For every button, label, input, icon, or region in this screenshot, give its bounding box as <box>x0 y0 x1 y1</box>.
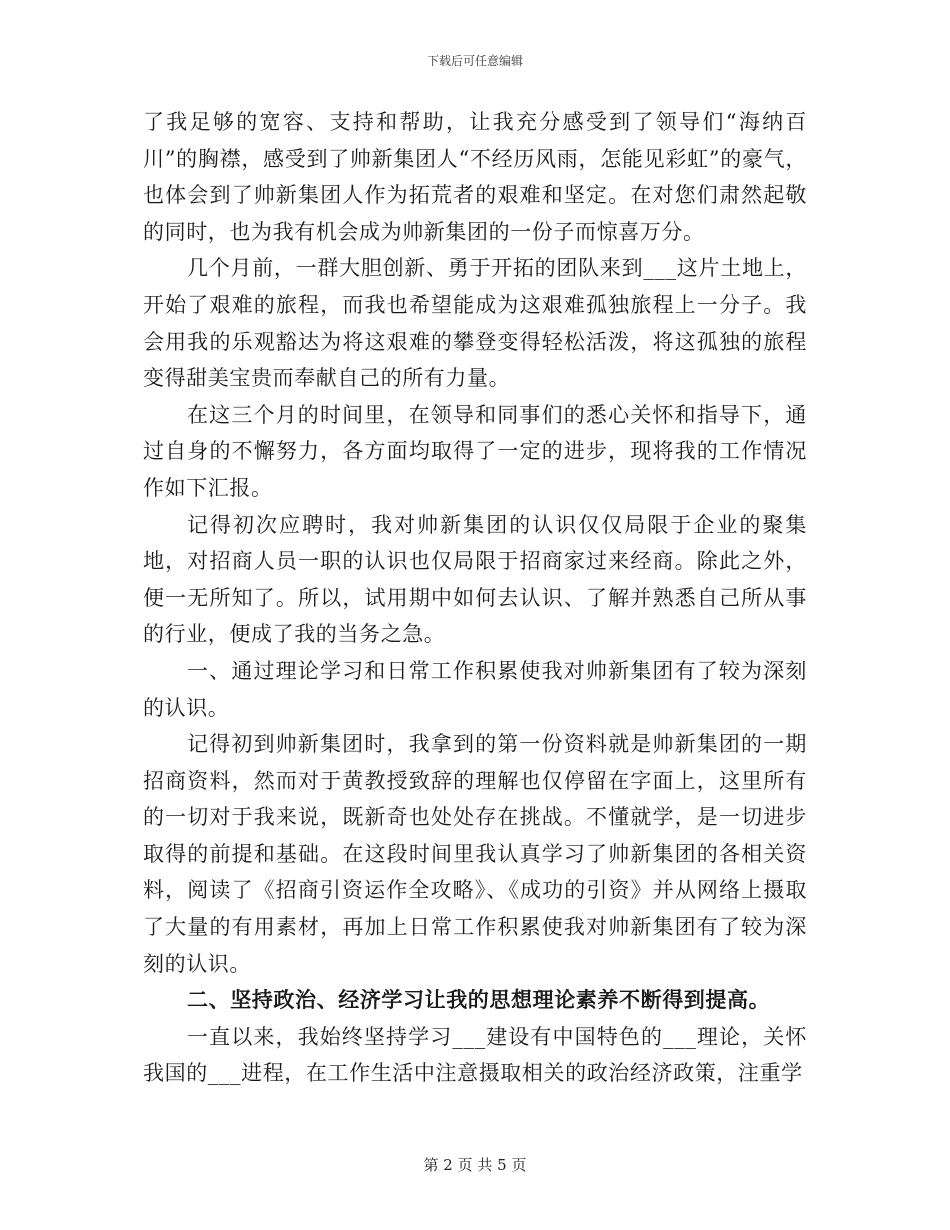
body-paragraph: 一直以来，我始终坚持学习___建设有中国特色的___理论，关怀我国的___进程，在工作生活中注意摄取相关的政治经济政策，注重学 <box>143 1024 807 1086</box>
body-paragraph: 几个月前，一群大胆创新、勇于开拓的团队来到___这片土地上，开始了艰难的旅程，而我也希望能成为这艰难孤独旅程上一分子。我会用我的乐观豁达为将这艰难的攀登变得轻松活泼，将这孤独的旅程变得甜美宝贵而奉献自己的所有力量。 <box>143 256 807 391</box>
page-number: 第 2 页 共 5 页 <box>423 1156 527 1174</box>
section-heading: 二、坚持政治、经济学习让我的思想理论素养不断得到提高。 <box>187 987 771 1013</box>
body-paragraph: 在这三个月的时间里，在领导和同事们的悉心关怀和指导下，通过自身的不懈努力，各方面均取得了一定的进步，现将我的工作情况作如下汇报。 <box>143 402 807 500</box>
section-heading: 一、通过理论学习和日常工作积累使我对帅新集团有了较为深刻的认识。 <box>143 658 807 720</box>
page-header: 下载后可任意编辑 <box>426 54 523 68</box>
document-body <box>143 104 807 1092</box>
body-paragraph: 记得初次应聘时，我对帅新集团的认识仅仅局限于企业的聚集地，对招商人员一职的认识也仅局限于招商家过来经商。除此之外，便一无所知了。所以，试用期中如何去认识、了解并熟悉自己所从事的行业，便成了我的当务之急。 <box>143 512 807 647</box>
body-paragraph: 了我足够的宽容、支持和帮助，让我充分感受到了领导们“海纳百川”的胸襟，感受到了帅新集团人“不经历风雨，怎能见彩虹”的豪气，也体会到了帅新集团人作为拓荒者的艰难和坚定。在对您们肃然起敬的同时，也为我有机会成为帅新集团的一份子而惊喜万分。 <box>143 110 807 244</box>
body-paragraph: 记得初到帅新集团时，我拿到的第一份资料就是帅新集团的一期招商资料，然而对于黄教授致辞的理解也仅停留在字面上，这里所有的一切对于我来说，既新奇也处处存在挑战。不懂就学，是一切进步取得的前提和基础。在这段时间里我认真学习了帅新集团的各相关资料，阅读了《招商引资运作全攻略》、《成功的引资》并从网络上摄取了大量的有用素材，再加上日常工作积累使我对帅新集团有了较为深刻的认识。 <box>143 732 807 976</box>
